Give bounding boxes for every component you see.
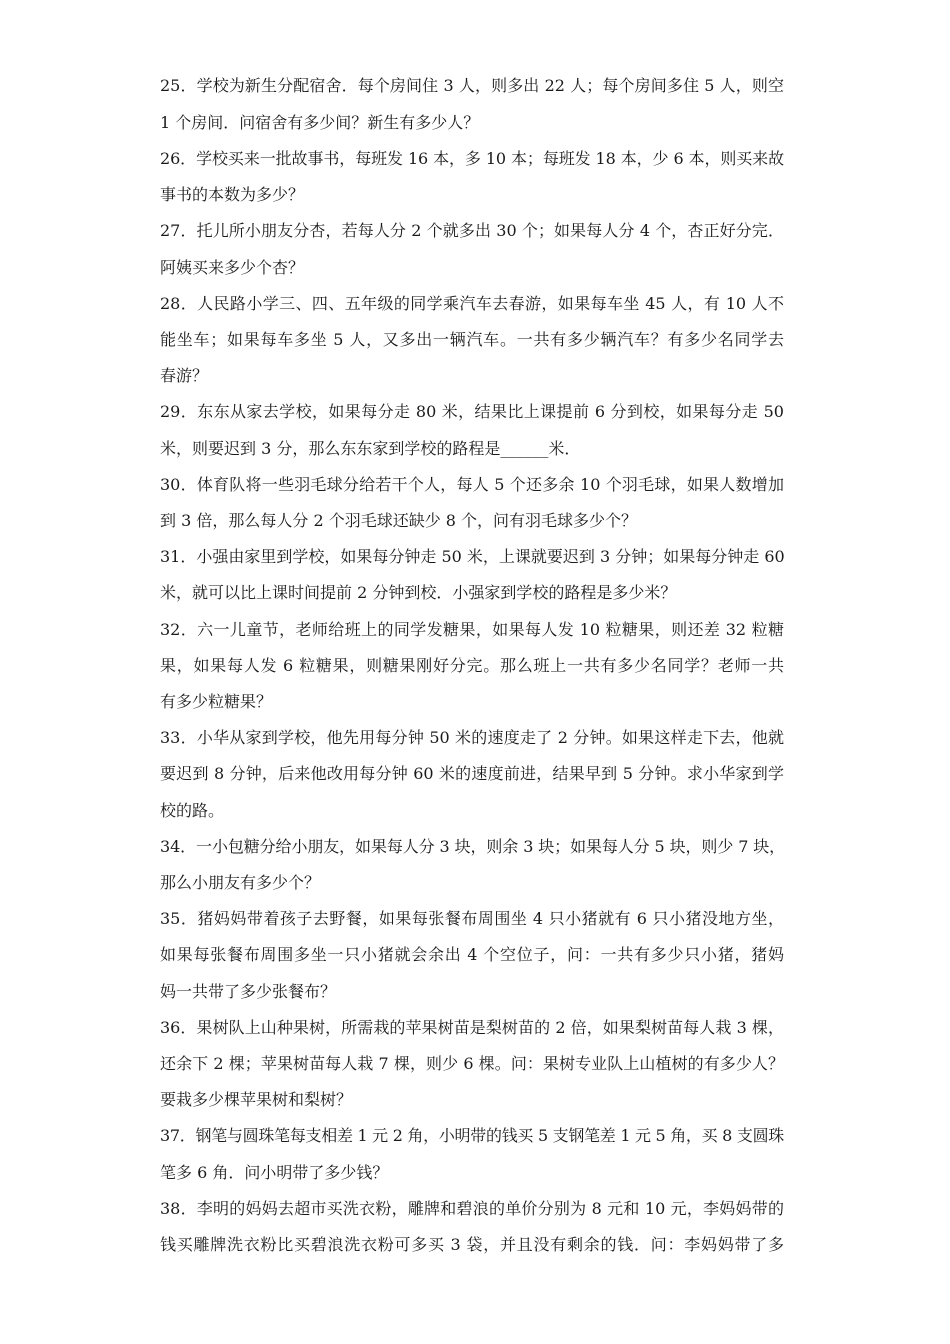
- q34-line-2: 那么小朋友有多少个？: [160, 873, 321, 892]
- q26-line-2: 事书的本数为多少？: [160, 185, 305, 204]
- q36-line-3: 要栽多少棵苹果树和梨树？: [160, 1090, 353, 1109]
- q29-line-1: 29．东东从家去学校，如果每分走 80 米，结果比上课提前 6 分到校，如果每分走 50: [160, 402, 784, 421]
- q37-line-2: 笔多 6 角．问小明带了多少钱？: [160, 1163, 389, 1182]
- q28-line-2: 能坐车；如果每车多坐 5 人，又多出一辆汽车。一共有多少辆汽车？有多少名同学去: [160, 330, 784, 349]
- q35-line-2: 如果每张餐布周围多坐一只小猪就会余出 4 个空位子，问：一共有多少只小猪，猪妈: [160, 945, 784, 964]
- q37-line-1: 37．钢笔与圆珠笔每支相差 1 元 2 角，小明带的钱买 5 支钢笔差 1 元 5 角，买 8 支圆珠: [160, 1126, 784, 1145]
- q25-line-1: 25．学校为新生分配宿舍．每个房间住 3 人，则多出 22 人；每个房间多住 5 人，则空: [160, 76, 784, 95]
- q32-line-3: 有多少粒糖果？: [160, 692, 273, 711]
- q32-line-2: 果，如果每人发 6 粒糖果，则糖果刚好分完。那么班上一共有多少名同学？老师一共: [160, 656, 784, 675]
- q28-line-1: 28．人民路小学三、四、五年级的同学乘汽车去春游，如果每车坐 45 人，有 10 人不: [160, 294, 784, 313]
- q36-line-1: 36．果树队上山种果树，所需栽的苹果树苗是梨树苗的 2 倍，如果梨树苗每人栽 3 棵，: [160, 1018, 784, 1037]
- q36-line-2: 还余下 2 棵；苹果树苗每人栽 7 棵，则少 6 棵。问：果树专业队上山植树的有多少人？: [160, 1054, 784, 1073]
- q31-line-1: 31．小强由家里到学校，如果每分钟走 50 米，上课就要迟到 3 分钟；如果每分钟走 60: [160, 547, 785, 566]
- q33-line-3: 校的路。: [160, 801, 225, 820]
- q26-line-1: 26．学校买来一批故事书，每班发 16 本，多 10 本；每班发 18 本，少 6 本，则买来故: [160, 149, 784, 168]
- q33-line-1: 33．小华从家到学校，他先用每分钟 50 米的速度走了 2 分钟。如果这样走下去，他就: [160, 728, 784, 747]
- q29-line-2: 米，则要迟到 3 分，那么东东家到学校的路程是______米．: [160, 439, 581, 458]
- q34-line-1: 34．一小包糖分给小朋友，如果每人分 3 块，则余 3 块；如果每人分 5 块，则少 7 块，: [160, 837, 786, 856]
- q28-line-3: 春游？: [160, 366, 209, 385]
- q31-line-2: 米，就可以比上课时间提前 2 分钟到校．小强家到学校的路程是多少米？: [160, 583, 677, 602]
- q27-line-2: 阿姨买来多少个杏？: [160, 258, 305, 277]
- q35-line-3: 妈一共带了多少张餐布？: [160, 982, 337, 1001]
- q27-line-1: 27．托儿所小朋友分杏，若每人分 2 个就多出 30 个；如果每人分 4 个，杏正好分完．: [160, 221, 784, 240]
- q38-line-2: 钱买雕牌洗衣粉比买碧浪洗衣粉可多买 3 袋，并且没有剩余的钱．问：李妈妈带了多: [160, 1235, 784, 1254]
- q35-line-1: 35．猪妈妈带着孩子去野餐，如果每张餐布周围坐 4 只小猪就有 6 只小猪没地方坐，: [160, 909, 784, 928]
- q30-line-1: 30．体育队将一些羽毛球分给若干个人，每人 5 个还多余 10 个羽毛球，如果人数增加: [160, 475, 784, 494]
- q32-line-1: 32．六一儿童节，老师给班上的同学发糖果，如果每人发 10 粒糖果，则还差 32 粒糖: [160, 620, 784, 639]
- q38-line-1: 38．李明的妈妈去超市买洗衣粉，雕牌和碧浪的单价分别为 8 元和 10 元，李妈妈带的: [160, 1199, 784, 1218]
- q25-line-2: 1 个房间．问宿舍有多少间？新生有多少人？: [160, 113, 480, 132]
- q30-line-2: 到 3 倍，那么每人分 2 个羽毛球还缺少 8 个，问有羽毛球多少个？: [160, 511, 638, 530]
- q33-line-2: 要迟到 8 分钟，后来他改用每分钟 60 米的速度前进，结果早到 5 分钟。求小华家到学: [160, 764, 784, 783]
